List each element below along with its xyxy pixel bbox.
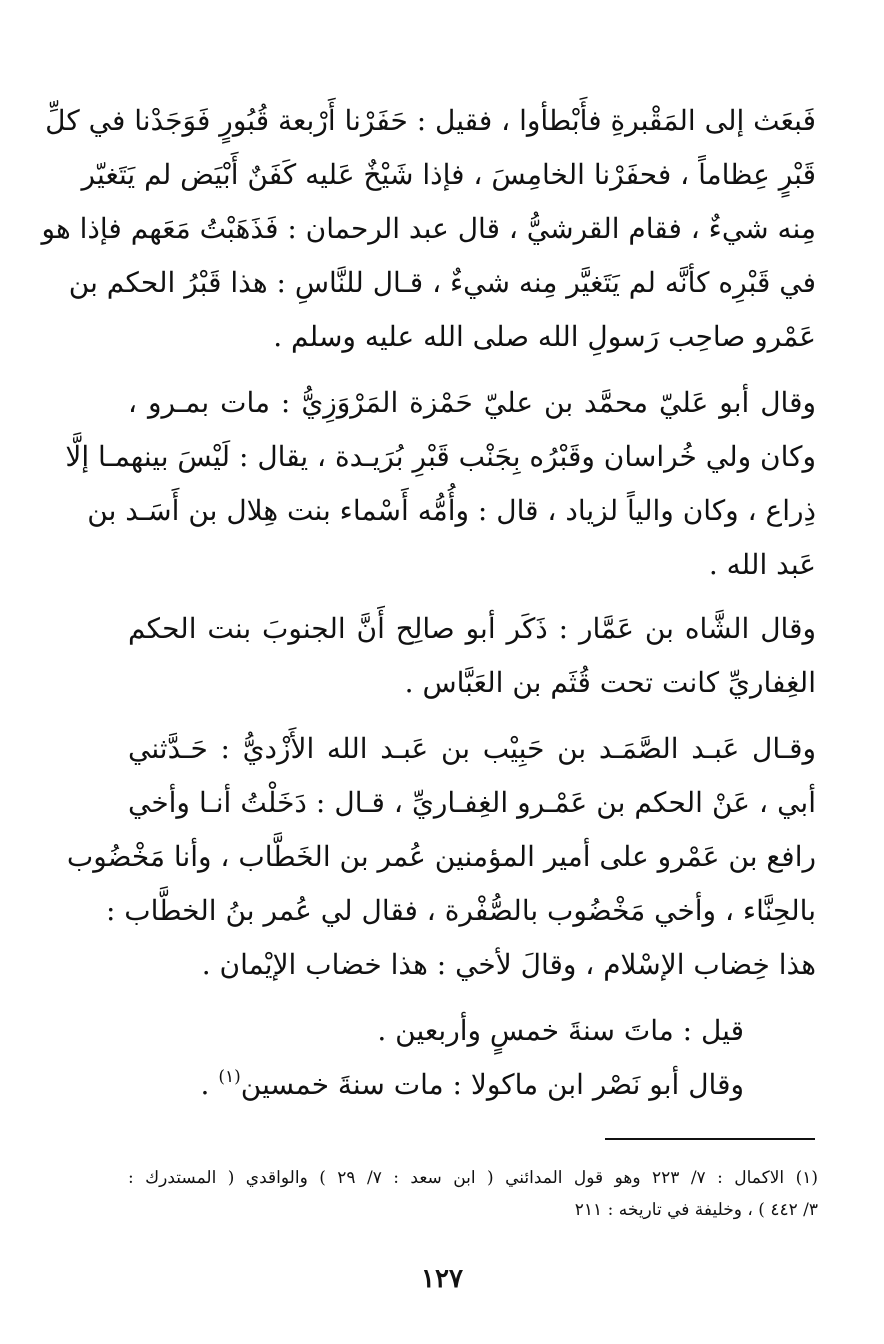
text-line: وقال أبو عَليّ محمَّد بن عليّ حَمْزة المَرْوَزِيُّ : مات بمـرو ، [128,386,816,419]
text-line: وقال الشَّاه بن عَمَّار : ذَكَر أبو صالِح أَنَّ الجنوبَ بنت الحكم [128,612,816,645]
paragraph-2 [65,376,816,592]
text-line: الغِفاريِّ كانت تحت قُثَم بن العَبَّاس . [404,666,816,699]
text-line: أبي ، عَنْ الحكم بن عَمْـرو الغِفـاريِّ ، قـال : دَخَلْتُ أنـا وأخي [128,786,816,819]
paragraph-1 [41,94,816,364]
paragraph-5 [377,1004,744,1058]
text-line-end: . [200,1068,219,1101]
footnote-reference[interactable]: (١) [218,1067,241,1087]
text-line: رافع بن عَمْرو على أمير المؤمنين عُمر بن الخَطَّاب ، وأنا مَخْضُوب [66,840,816,873]
text-line: قَبْرٍ عِظاماً ، فحفَرْنا الخامِسَ ، فإذا شَيْخٌ عَليه كَفَنٌ أَبْيَض لم يَتَغيّر [81,158,816,191]
paragraph-4 [66,722,816,992]
text-line: فَبعَث إلى المَقْبرةِ فأَبْطأوا ، فقيل : حَفَرْنا أَرْبعة قُبُورٍ فَوَجَدْنا في كلِّ [45,104,816,137]
text-line: عَبد الله . [708,548,816,581]
text-line: بالحِنَّاء ، وأخي مَخْضُوب بالصُّفْرة ، فقال لي عُمر بنُ الخطَّاب : [105,894,816,927]
text-line: عَمْرو صاحِب رَسولِ الله صلى الله عليه وسلم . [273,320,816,353]
text-line: في قَبْرِه كأنَّه لم يَتَغيَّر مِنه شيءٌ ، قـال للنَّاسِ : هذا قَبْرُ الحكم بن [68,266,816,299]
footnote-line: ٣/ ٤٤٢ ) ، وخليفة في تاريخه : ٢١١ [574,1200,818,1220]
paragraph-3 [128,602,816,710]
text-line: وقـال عَبـد الصَّمَـد بن حَبِيْب بن عَبـد الله الأَزْديُّ : حَـدَّثني [128,732,816,765]
page-number: ١٢٧ [421,1264,463,1294]
text-line: هذا خِضاب الإسْلام ، وقالَ لأخي : هذا خضاب الإيْمان . [201,948,816,981]
paragraph-6 [201,1058,744,1112]
text-line: وقال أبو نَصْر ابن ماكولا : مات سنةَ خمسين [240,1068,744,1101]
footnote [128,1162,818,1226]
text-line: قيل : ماتَ سنةَ خمسٍ وأربعين . [377,1014,744,1047]
text-line: وكان ولي خُراسان وقَبْرُه بِجَنْب قَبْرِ بُرَيـدة ، يقال : لَيْسَ بينهمـا إلَّا [65,440,816,473]
text-line: مِنه شيءٌ ، فقام القرشيُّ ، قال عبد الرحمان : فَذَهَبْتُ مَعَهم فإذا هو [41,212,816,245]
footnote-line: (١) الاكمال : ٧/ ٢٢٣ وهو قول المدائني ( ابن سعد : ٧/ ٢٩ ) والواقدي ( المستدرك : [128,1168,818,1188]
footnote-divider [605,1138,815,1140]
text-line: ذِراع ، وكان والياً لزياد ، قال : وأُمُّه أَسْماء بنت هِلال بن أَسَـد بن [87,494,816,527]
